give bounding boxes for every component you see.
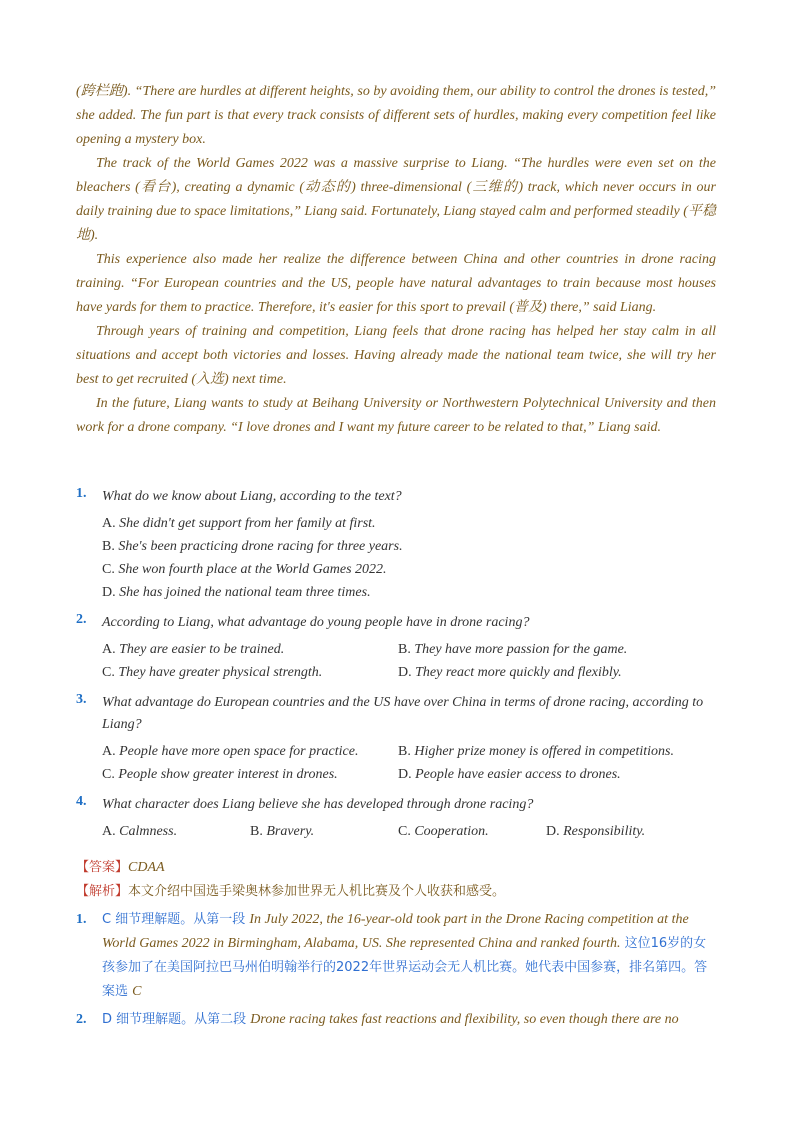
question-stem: What do we know about Liang, according to the text? [102, 489, 402, 504]
explanation-quote: Drone racing takes fast reactions and flexibility, so even though there are no [250, 1012, 679, 1027]
explanation-lead: C 细节理解题。从第一段 [102, 912, 250, 927]
option-a: A. They are easier to be trained. [102, 642, 285, 657]
option-c: C. Cooperation. [398, 824, 489, 839]
question-4 [76, 794, 716, 843]
answer-value: CDAA [128, 860, 165, 875]
question-number: 3. [76, 692, 87, 707]
option-a: A. Calmness. [102, 824, 178, 839]
option-c: C. They have greater physical strength. [102, 665, 323, 680]
question-2 [76, 612, 716, 684]
option-list [76, 740, 716, 786]
option-b: B. Bravery. [250, 824, 315, 839]
option-d: D. People have easier access to drones. [398, 767, 621, 782]
option-a: A. People have more open space for practice. [102, 744, 359, 759]
answer-label: 【答案】 [76, 860, 129, 875]
question-stem: According to Liang, what advantage do young people have in drone racing? [102, 615, 530, 630]
question-list [76, 486, 716, 851]
question-stem: What character does Liang believe she has developed through drone racing? [102, 797, 534, 812]
passage-paragraph-5: In the future, Liang wants to study at Beihang University or Northwestern Polytechnical University and then work for a drone company. “I love drones and I want my future career to be related to that,” Liang said. [76, 396, 716, 435]
question-number: 4. [76, 794, 87, 809]
question-number: 2. [76, 612, 87, 627]
passage-paragraph-2: The track of the World Games 2022 was a massive surprise to Liang. “The hurdles were even set on the bleachers (看台), creating a dynamic (动态的) three-dimensional (三维的) track, which never occurs in our daily training due to space limitations,” Liang said. Fortunately, Liang stayed calm and performed steadily (平稳地). [76, 156, 716, 243]
passage-paragraph-1: (跨栏跑). “There are hurdles at different heights, so by avoiding them, our ability to control the drones is tested,” she added. The fun part is that every track consists of different sets of hurdles, making every competition feel like opening a mystery box. [76, 84, 716, 147]
option-c: C. People show greater interest in drones. [102, 767, 338, 782]
question-3 [76, 692, 716, 786]
option-list [76, 638, 716, 684]
explanation-translation: 这位16岁的女孩参加了在美国阿拉巴马州伯明翰举行的2022年世界运动会无人机比赛。她代表中国参赛，排名第四。答案选 [102, 936, 708, 999]
explanation-1 [76, 908, 716, 1004]
question-1 [76, 486, 716, 604]
analysis-line [76, 880, 716, 904]
reading-passage [76, 80, 716, 440]
explanation-lead: D 细节理解题。从第二段 [102, 1012, 251, 1027]
answer-line [76, 856, 716, 880]
explanation-answer: C [132, 984, 142, 999]
option-d: D. They react more quickly and flexibly. [398, 665, 622, 680]
passage-paragraph-3: This experience also made her realize the difference between China and other countries in drone racing training. “For European countries and the US, people have natural advantages to train because most houses have yards for them to practice. Therefore, it's easier for this sport to prevail (普及) there,” said Liang. [76, 252, 716, 315]
option-b: B. They have more passion for the game. [398, 642, 628, 657]
explanation-number: 1. [76, 912, 87, 927]
passage-paragraph-4: Through years of training and competition, Liang feels that drone racing has helped her stay calm in all situations and accept both victories and losses. Having already made the national team twice, she will try her best to get recruited (入选) next time. [76, 324, 716, 387]
analysis-summary: 本文介绍中国选手梁奥林参加世界无人机比赛及个人收获和感受。 [128, 884, 506, 899]
option-list [76, 820, 716, 843]
answer-section [76, 856, 716, 1032]
option-list [76, 512, 716, 604]
option-d: D. Responsibility. [546, 824, 646, 839]
option-b: B. She's been practicing drone racing for three years. [102, 539, 403, 554]
explanation-quote: In July 2022, the 16-year-old took part in the Drone Racing competition at the World Games 2022 in Birmingham, Alabama, US. She represented China and ranked fourth. [102, 912, 689, 951]
option-c: C. She won fourth place at the World Games 2022. [102, 562, 387, 577]
question-stem: What advantage do European countries and the US have over China in terms of drone racing, according to Liang? [102, 695, 704, 732]
explanation-2 [76, 1008, 716, 1032]
option-d: D. She has joined the national team three times. [102, 585, 371, 600]
analysis-label: 【解析】 [76, 884, 129, 899]
question-number: 1. [76, 486, 87, 501]
explanation-number: 2. [76, 1012, 87, 1027]
option-b: B. Higher prize money is offered in competitions. [398, 744, 674, 759]
option-a: A. She didn't get support from her family at first. [102, 516, 376, 531]
